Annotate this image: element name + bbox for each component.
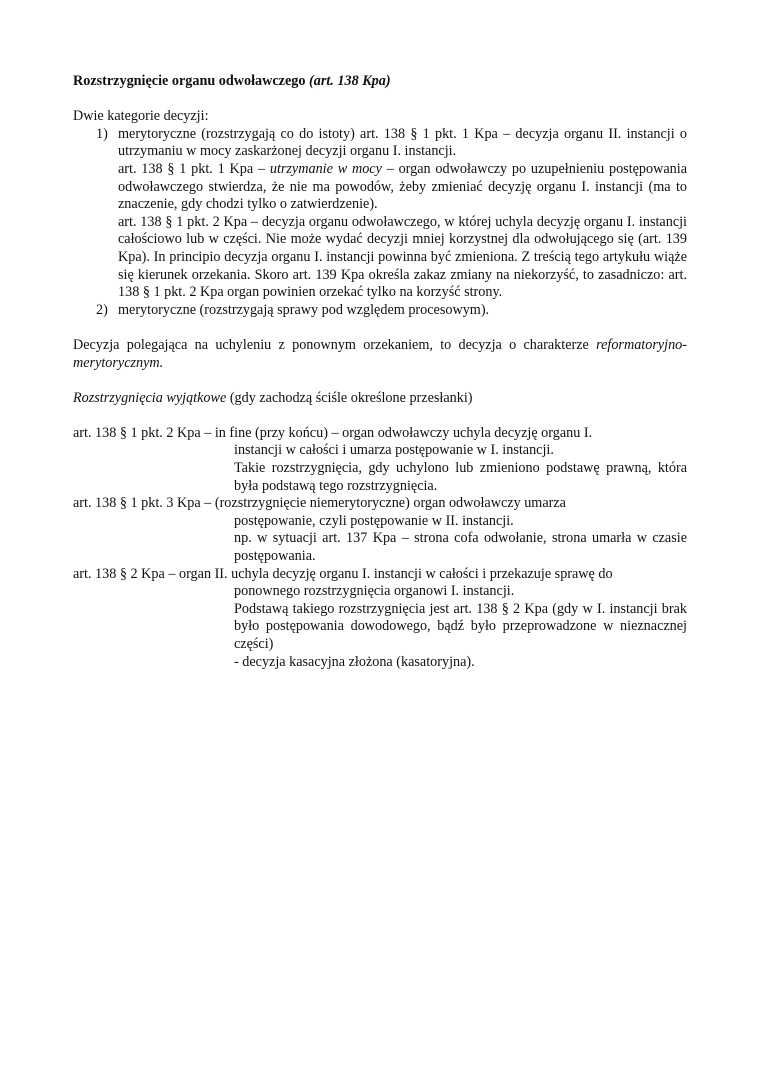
spacer [73,407,687,425]
exceptional-italic: Rozstrzygnięcia wyjątkowe [73,389,227,406]
article-2-cont-2: np. w sytuacji art. 137 Kpa – strona cofa odwołanie, strona umarła w czasie postępowania. [234,530,687,565]
article-3-cont-3: - decyzja kasacyjna złożona (kasatoryjna). [234,653,475,670]
list-number-1: 1) [96,125,108,142]
intro-text: Dwie kategorie decyzji: [73,108,209,125]
decision-categories-list [73,126,687,320]
article-1-cont-1: instancji w całości i umarza postępowanie w I. instancji. [234,442,554,459]
decision-paragraph-text: Decyzja polegająca na uchyleniu z ponownym orzekaniem, to decyzja o charakterze [73,336,597,353]
article-block-3 [73,566,687,672]
title-italic-text: (art. 138 Kpa) [309,73,391,89]
spacer [73,319,687,337]
decision-paragraph-italic: reformatoryjno-merytorycznym. [73,336,687,371]
article-3-head: art. 138 § 2 Kpa – organ II. uchyla decyzję organu I. instancji w całości i przekazuje sprawę do [73,565,613,582]
sub-1-pre: art. 138 § 1 pkt. 1 Kpa – [118,160,270,177]
article-3-cont-1: ponownego rozstrzygnięcia organowi I. instancji. [234,583,515,600]
list-number-2: 2) [96,301,108,318]
spacer [73,372,687,390]
spacer [73,91,687,109]
exceptional-text: (gdy zachodzą ściśle określone przesłanki) [226,389,473,406]
article-2-cont-1: postępowanie, czyli postępowanie w II. instancji. [234,512,514,529]
list-item-2 [73,302,687,320]
sub-1-italic: utrzymanie w mocy [269,160,382,177]
article-3-cont-2: Podstawą takiego rozstrzygnięcia jest art. 138 § 2 Kpa (gdy w I. instancji brak było postępowania dowodowego, bądź było przeprowadzone w nieznacznej części) [234,600,687,652]
decision-paragraph [73,337,687,372]
title-bold-text: Rozstrzygnięcie organu odwoławczego [73,73,306,89]
article-2-head: art. 138 § 1 pkt. 3 Kpa – (rozstrzygnięcie niemerytoryczne) organ odwoławczy umarza [73,495,566,512]
list-item-2-text: merytoryczne (rozstrzygają sprawy pod względem procesowym). [118,301,490,318]
article-block-2 [73,495,687,565]
exceptional-heading [73,390,687,408]
document-title [73,73,687,91]
article-block-1 [73,425,687,495]
list-item-1-text: merytoryczne (rozstrzygają co do istoty) art. 138 § 1 pkt. 1 Kpa – decyzja organu II. instancji o utrzymaniu w mocy zaskarżonej decyzji organu I. instancji. [118,125,687,160]
article-1-head: art. 138 § 1 pkt. 2 Kpa – in fine (przy końcu) – organ odwoławczy uchyla decyzję organu I. [73,424,593,441]
article-1-cont-2: Takie rozstrzygnięcia, gdy uchylono lub zmieniono podstawę prawną, która była podstawą tego rozstrzygnięcia. [234,460,687,494]
sub-1-post: – organ odwoławczy po uzupełnieniu postępowania odwoławczego stwierdza, że nie ma powodów, żeby zmieniać decyzję organu I. instancji (ma to znaczenie, gdy chodzi tylko o zatwierdzenie). [118,160,687,213]
document-content [73,73,687,671]
list-item-1 [73,126,687,161]
list-item-1-sub-2: art. 138 § 1 pkt. 2 Kpa – decyzja organu odwoławczego, w której uchyla decyzję organu I. instancji całościowo lub w części. Nie może wydać decyzji mniej korzystnej dla odwołującego się (art. 139 Kpa). In principio decyzja organu I. instancji powinna być zmieniona. Z treścią tego artykułu wiąże się kierunek orzekania. Skoro art. 139 Kpa określa zakaz zmiany na niekorzyść, to zasadniczo: art. 138 § 1 pkt. 2 Kpa organ powinien orzekać tylko na korzyść strony. [118,213,687,301]
list-item-1-sub-1 [73,161,687,214]
